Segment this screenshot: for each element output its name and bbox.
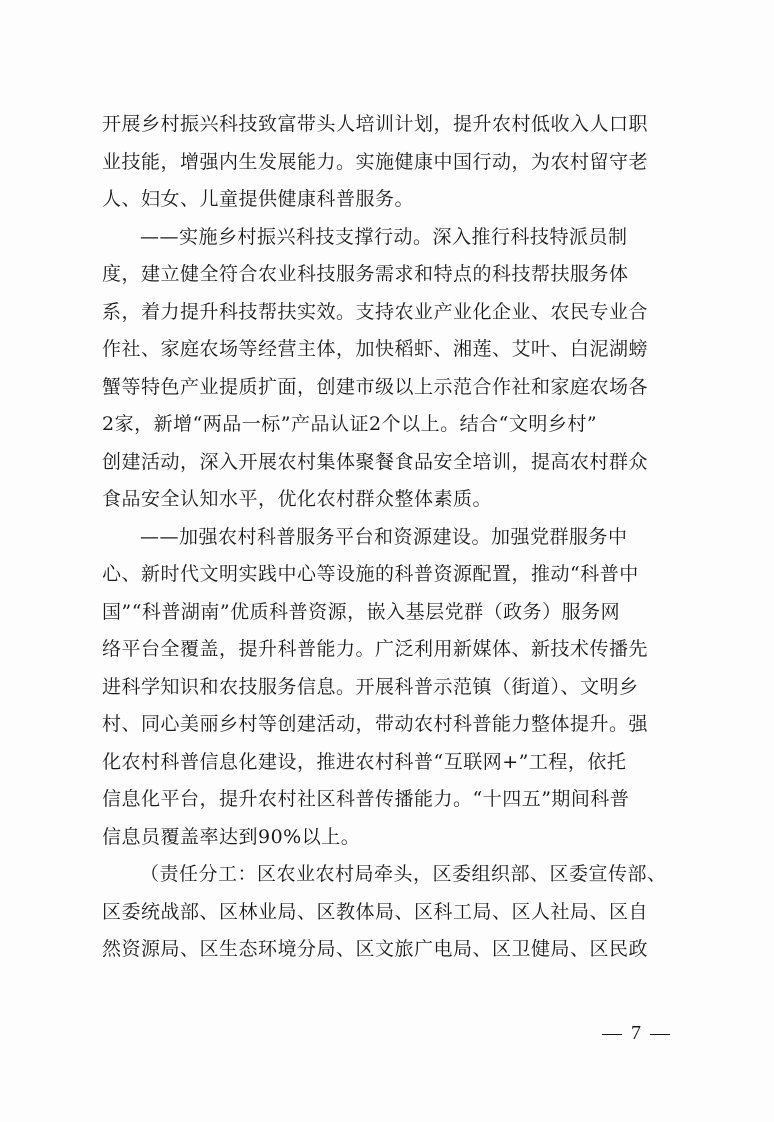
text-line: 信息化平台，提升农村社区科普传播能力。“十四五”期间科普 [102, 788, 630, 810]
text-line: 系，着力提升科技帮扶实效。支持农业产业化企业、农民专业合 [102, 300, 649, 323]
paragraph-1 [102, 106, 682, 219]
paragraph-4 [102, 856, 682, 969]
text-line: 业技能，增强内生发展能力。实施健康中国行动，为农村留守老 [102, 150, 649, 173]
text-line: 蟹等特色产业提质扩面，创建市级以上示范合作社和家庭农场各 [102, 375, 649, 398]
text-line: 开展乡村振兴科技致富带头人培训计划，提升农村低收入人口职 [102, 113, 649, 135]
text-line: 化农村科普信息化建设，推进农村科普“互联网+”工程，依托 [102, 750, 627, 773]
text-line: 络平台全覆盖，提升科普能力。广泛利用新媒体、新技术传播先 [102, 638, 649, 660]
text-line: 信息员覆盖率达到90%以上。 [102, 825, 361, 848]
text-line: 国”“科普湖南”优质科普资源，嵌入基层党群（政务）服务网 [102, 600, 621, 623]
page-number: — 7 — [602, 1022, 672, 1044]
text-line: 然资源局、区生态环境分局、区文旅广电局、区卫健局、区民政 [102, 938, 649, 960]
text-line: 作社、家庭农场等经营主体，加快稻虾、湘莲、艾叶、白泥湖螃 [102, 338, 649, 360]
text-line: 人、妇女、儿童提供健康科普服务。 [102, 188, 415, 210]
text-line: 区委统战部、区林业局、区教体局、区科工局、区人社局、区自 [102, 900, 649, 923]
text-line: 心、新时代文明实践中心等设施的科普资源配置，推动“科普中 [102, 563, 639, 585]
text-line: 进科学知识和农技服务信息。开展科普示范镇（街道）、文明乡 [102, 675, 639, 698]
text-line: 2家，新增“两品一标”产品认证2个以上。结合“文明乡村” [102, 413, 598, 435]
text-line: 村、同心美丽乡村等创建活动，带动农村科普能力整体提升。强 [102, 713, 649, 735]
body-text [102, 106, 682, 969]
paragraph-2 [102, 219, 682, 519]
text-line: 食品安全认知水平，优化农村群众整体素质。 [102, 488, 493, 510]
text-line: 创建活动，深入开展农村集体聚餐食品安全培训，提高农村群众 [102, 450, 649, 473]
text-line: ——加强农村科普服务平台和资源建设。加强党群服务中 [140, 525, 628, 548]
paragraph-3 [102, 519, 682, 857]
text-line: ——实施乡村振兴科技支撑行动。深入推行科技特派员制 [140, 225, 628, 248]
text-line: （责任分工：区农业农村局牵头，区委组织部、区委宣传部、 [140, 863, 667, 885]
text-line: 度，建立健全符合农业科技服务需求和特点的科技帮扶服务体 [102, 263, 629, 285]
